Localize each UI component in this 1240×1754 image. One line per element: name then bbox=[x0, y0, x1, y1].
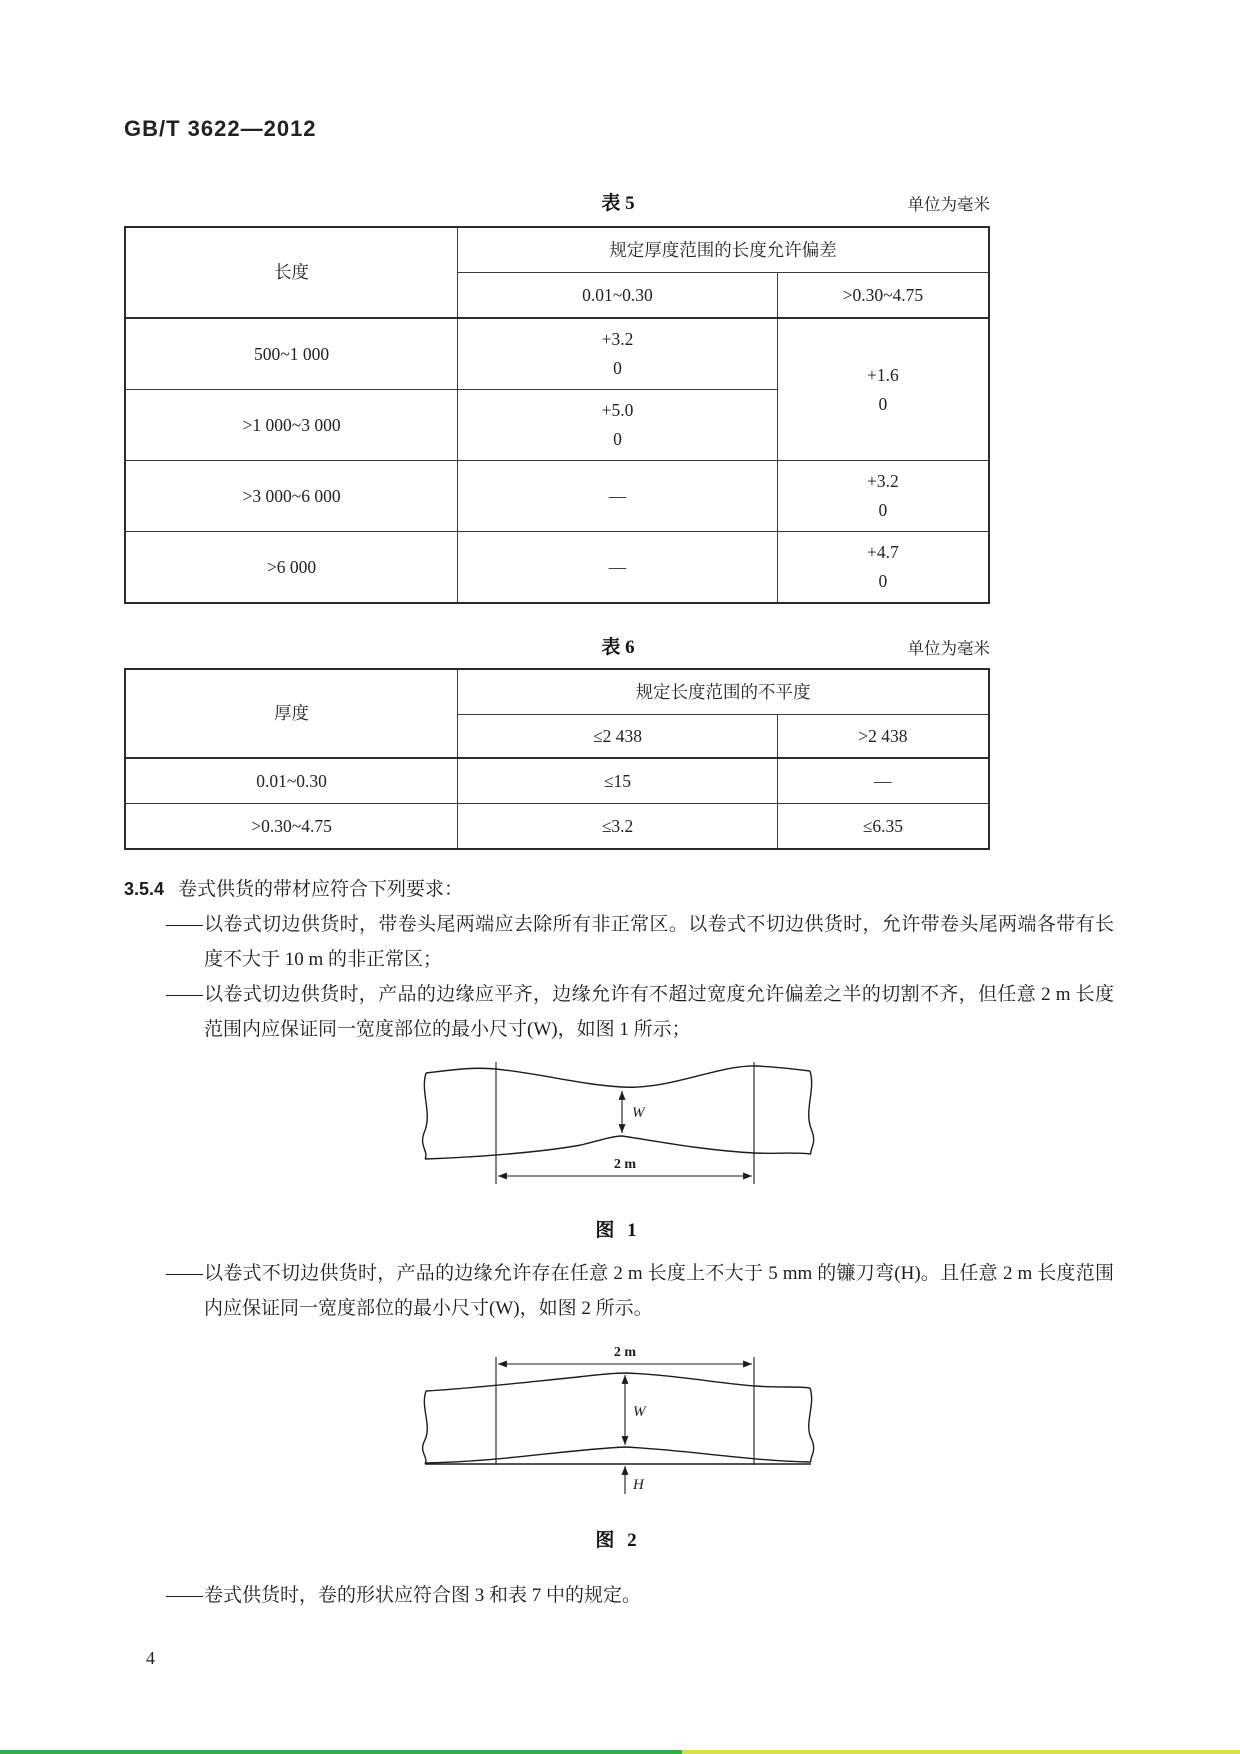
table5-unit-note: 单位为毫米 bbox=[907, 195, 990, 214]
section-number: 3.5.4 bbox=[124, 879, 165, 899]
table5-r1-length: 500~1 000 bbox=[125, 318, 458, 390]
width-label: W bbox=[633, 1404, 646, 1420]
table6-caption: 表 6 bbox=[601, 637, 635, 658]
table5-r4-dash: — bbox=[458, 532, 778, 604]
table6-subheader-2: >2 438 bbox=[777, 715, 989, 759]
table-row bbox=[125, 758, 989, 804]
table6-r2-v2: ≤6.35 bbox=[777, 804, 989, 850]
table6-subheader-1: ≤2 438 bbox=[458, 715, 778, 759]
table5-subheader-1: 0.01~0.30 bbox=[458, 273, 778, 319]
page-content bbox=[124, 116, 1112, 1613]
requirement-list bbox=[124, 907, 1114, 1047]
section-heading bbox=[124, 872, 1112, 907]
table5-r3-length: >3 000~6 000 bbox=[125, 461, 458, 532]
bullet-dash: —— bbox=[166, 1585, 202, 1606]
table5-r2-length: >1 000~3 000 bbox=[125, 390, 458, 461]
figure1-drawing bbox=[418, 1057, 818, 1202]
tolerance-upper: +4.7 bbox=[867, 542, 899, 563]
table-row bbox=[125, 318, 989, 390]
table6 bbox=[124, 668, 990, 850]
table6-r2-thickness: >0.30~4.75 bbox=[125, 804, 458, 850]
list-item bbox=[124, 1578, 1114, 1613]
tolerance-lower: 0 bbox=[878, 500, 888, 520]
table5-r4-tolerance bbox=[777, 532, 989, 604]
table5-r4-length: >6 000 bbox=[125, 532, 458, 604]
bullet2-text: 以卷式切边供货时，产品的边缘应平齐，边缘允许有不超过宽度允许偏差之半的切割不齐，但任意 2 m 长度范围内应保证同一宽度部位的最小尺寸(W)，如图 1 所示； bbox=[204, 984, 1114, 1040]
table5 bbox=[124, 226, 990, 604]
width-label: W bbox=[632, 1105, 645, 1121]
figure2-drawing bbox=[418, 1344, 818, 1512]
table6-r1-v1: ≤15 bbox=[458, 758, 778, 804]
camber-label: H bbox=[633, 1477, 644, 1493]
tolerance-upper: +1.6 bbox=[867, 364, 899, 385]
tolerance-lower: 0 bbox=[878, 571, 888, 591]
table5-r1-tolerance bbox=[458, 318, 778, 390]
page-number: 4 bbox=[146, 1648, 155, 1668]
table6-caption-row bbox=[124, 632, 1112, 658]
requirement-list bbox=[124, 1578, 1114, 1613]
table5-merged-tolerance bbox=[777, 318, 989, 461]
table-row bbox=[125, 804, 989, 850]
span-label: 2 m bbox=[613, 1345, 637, 1360]
bullet-dash: —— bbox=[166, 1263, 202, 1284]
list-item bbox=[124, 1256, 1114, 1326]
tolerance-lower: 0 bbox=[613, 429, 622, 449]
table6-r1-thickness: 0.01~0.30 bbox=[125, 758, 458, 804]
table6-row-header-cell: 厚度 bbox=[125, 669, 458, 758]
strip-outline bbox=[423, 1066, 814, 1159]
tolerance-upper: +3.2 bbox=[867, 471, 899, 492]
table-row bbox=[125, 461, 989, 532]
scan-edge-artifact bbox=[0, 1750, 1240, 1754]
table5-group-header-cell: 规定厚度范围的长度允许偏差 bbox=[458, 227, 989, 273]
strip-outline bbox=[423, 1373, 814, 1464]
tolerance-lower: 0 bbox=[878, 393, 888, 414]
table6-r2-v1: ≤3.2 bbox=[458, 804, 778, 850]
requirement-list bbox=[124, 1256, 1114, 1326]
bullet1-text: 以卷式切边供货时，带卷头尾两端应去除所有非正常区。以卷式不切边供货时，允许带卷头尾两端各带有长度不大于 10 m 的非正常区； bbox=[204, 914, 1114, 970]
tolerance-upper: +5.0 bbox=[601, 400, 634, 421]
table6-unit-note: 单位为毫米 bbox=[907, 639, 990, 658]
bullet-dash: —— bbox=[166, 914, 202, 935]
table5-caption: 表 5 bbox=[601, 193, 635, 214]
figure2-caption: 图 2 bbox=[595, 1530, 641, 1551]
table5-subheader-2: >0.30~4.75 bbox=[777, 273, 989, 319]
tolerance-upper: +3.2 bbox=[601, 329, 634, 350]
scan-edge-green bbox=[0, 1750, 682, 1754]
bullet3-text: 以卷式不切边供货时，产品的边缘允许存在任意 2 m 长度上不大于 5 mm 的镰刀弯(H)。且任意 2 m 长度范围内应保证同一宽度部位的最小尺寸(W)，如图 2 所示。 bbox=[204, 1263, 1114, 1319]
table5-caption-row bbox=[124, 188, 1112, 214]
span-label: 2 m bbox=[613, 1157, 637, 1172]
table5-r3-dash: — bbox=[458, 461, 778, 532]
figure2 bbox=[124, 1344, 1112, 1517]
section-title: 卷式供货的带材应符合下列要求： bbox=[178, 879, 464, 900]
figure1 bbox=[124, 1057, 1112, 1207]
bullet4-text: 卷式供货时，卷的形状应符合图 3 和表 7 中的规定。 bbox=[204, 1585, 642, 1606]
list-item bbox=[124, 977, 1114, 1047]
figure1-caption: 图 1 bbox=[595, 1220, 641, 1241]
table5-r3-tolerance bbox=[777, 461, 989, 532]
standard-number-header: GB/T 3622—2012 bbox=[124, 116, 317, 141]
table-row bbox=[125, 532, 989, 604]
table6-r1-v2: — bbox=[777, 758, 989, 804]
list-item bbox=[124, 907, 1114, 977]
table5-row-header-cell: 长度 bbox=[125, 227, 458, 318]
table6-group-header-cell: 规定长度范围的不平度 bbox=[458, 669, 989, 715]
table5-r2-tolerance bbox=[458, 390, 778, 461]
bullet-dash: —— bbox=[166, 984, 202, 1005]
tolerance-lower: 0 bbox=[613, 358, 622, 378]
scan-edge-yellow bbox=[682, 1750, 1240, 1754]
